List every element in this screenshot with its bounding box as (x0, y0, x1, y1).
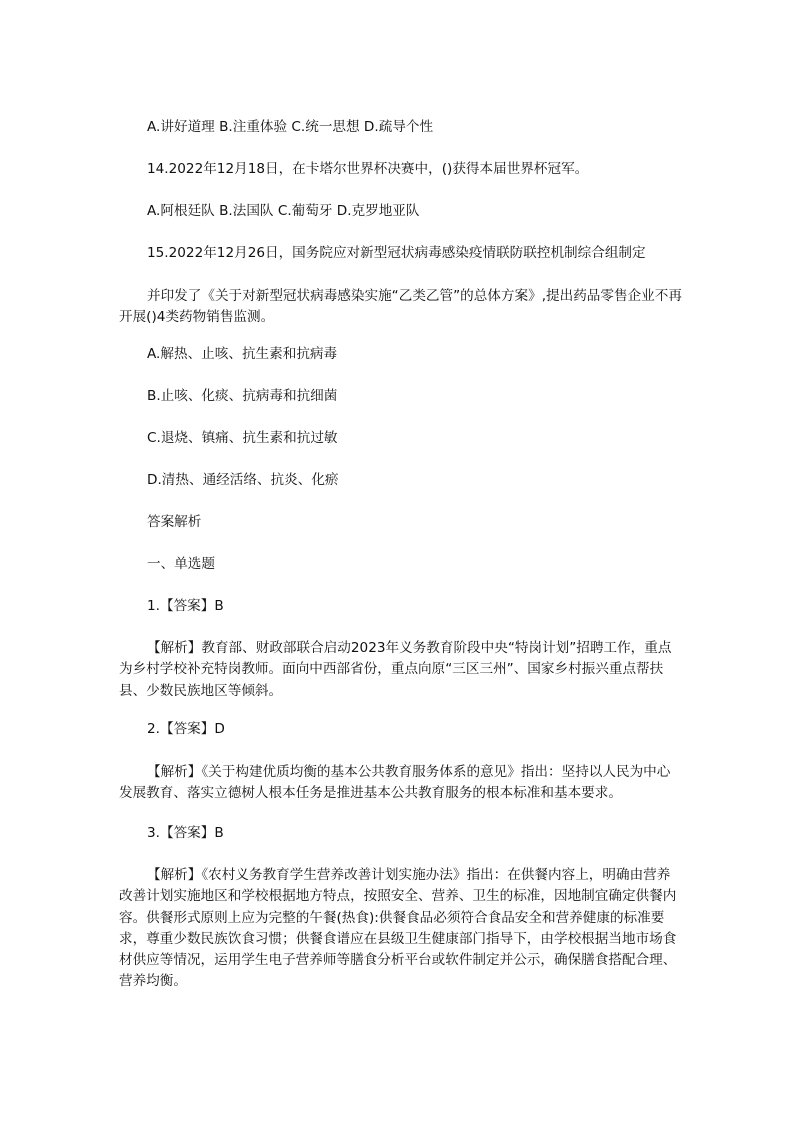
answer-2: 2.【答案】D (147, 721, 225, 737)
explanation-3: 【解析】《农村义务教育学生营养改善计划实施办法》指出：在供餐内容上，明确由营养改善计划实施地区和学校根据地方特点，按照安全、营养、卫生的标准，因地制宜确定供餐内容。供餐形式原则上应为完整的午餐(热食):供餐食品必须符合食品安全和营养健康的标准要求，尊重少数民族饮食习惯；供餐食谱应在县级卫生健康部门指导下，由学校根据当地市场食材供应等情况，运用学生电子营养师等膳食分析平台或软件制定并公示，确保膳食搭配合理、营养均衡。 (119, 867, 677, 990)
q15-question-continued: 并印发了《关于对新型冠状病毒感染实施“乙类乙管”的总体方案》,提出药品零售企业不再开展()4类药物销售监测。 (119, 288, 682, 326)
section-heading: 一、单选题 (147, 556, 215, 572)
answer-3: 3.【答案】B (147, 825, 224, 841)
q15-option-b: B.止咳、化痰、抗病毒和抗细菌 (147, 388, 338, 404)
q15-option-c: C.退烧、镇痛、抗生素和抗过敏 (147, 430, 338, 446)
q14-options: A.阿根廷队 B.法国队 C.葡萄牙 D.克罗地亚队 (147, 203, 420, 219)
q13-options: A.讲好道理 B.注重体验 C.统一思想 D.疏导个性 (147, 119, 434, 135)
q15-question: 15.2022年12月26日，国务院应对新型冠状病毒感染疫情联防联控机制综合组制定 (147, 245, 646, 261)
explanation-2: 【解析】《关于构建优质均衡的基本公共教育服务体系的意见》指出：坚持以人民为中心发展教育、落实立德树人根本任务是推进基本公共教育服务的根本标准和基本要求。 (119, 764, 671, 802)
answer-1: 1.【答案】B (147, 598, 224, 614)
q14-question: 14.2022年12月18日，在卡塔尔世界杯决赛中，()获得本届世界杯冠军。 (147, 161, 589, 177)
explanation-1: 【解析】教育部、财政部联合启动2023年义务教育阶段中央“特岗计划”招聘工作，重点为乡村学校补充特岗教师。面向中西部省份，重点向原“三区三州”、国家乡村振兴重点帮扶县、少数民族地区等倾斜。 (119, 640, 672, 699)
q15-option-d: D.清热、通经活络、抗炎、化瘀 (147, 472, 339, 488)
q15-option-a: A.解热、止咳、抗生素和抗病毒 (147, 346, 338, 362)
answers-heading: 答案解析 (147, 514, 202, 530)
